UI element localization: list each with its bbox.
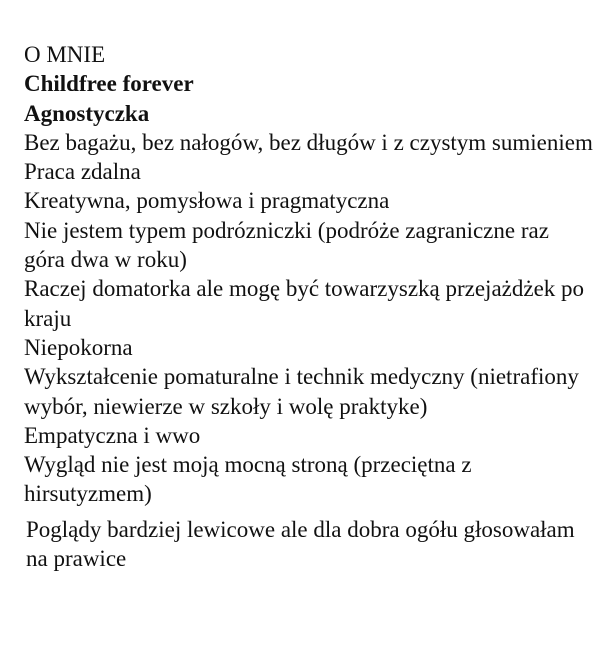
line-travel: Nie jestem typem podrózniczki (podróże zagraniczne raz góra dwa w roku): [24, 217, 549, 273]
line-education: Wykształcenie pomaturalne i technik medyczny (nietrafiony wybór, niewierze w szkoły i wolę praktyke): [24, 364, 579, 419]
line-no-baggage: Bez bagażu, bez nałogów, bez długów i z czystym sumieniem: [24, 129, 593, 155]
line-politics: Poglądy bardziej lewicowe ale dla dobra ogółu głosowałam na prawice: [26, 516, 575, 572]
section-heading: O MNIE: [24, 42, 106, 67]
about-me-document: [24, 40, 594, 573]
line-appearance: Wygląd nie jest moją mocną stroną (przeciętna z hirsutyzmem): [24, 452, 472, 507]
bold-line-religion: Agnostyczka: [24, 100, 150, 126]
line-traits: Kreatywna, pomysłowa i pragmatyczna: [24, 188, 390, 214]
bold-line-childfree: Childfree forever: [24, 71, 194, 97]
line-homebody: Raczej domatorka ale mogę być towarzyszką przejażdżek po kraju: [24, 276, 585, 331]
line-rebellious: Niepokorna: [24, 334, 133, 360]
line-empathy: Empatyczna i wwo: [24, 422, 201, 448]
line-remote-work: Praca zdalna: [24, 159, 141, 185]
